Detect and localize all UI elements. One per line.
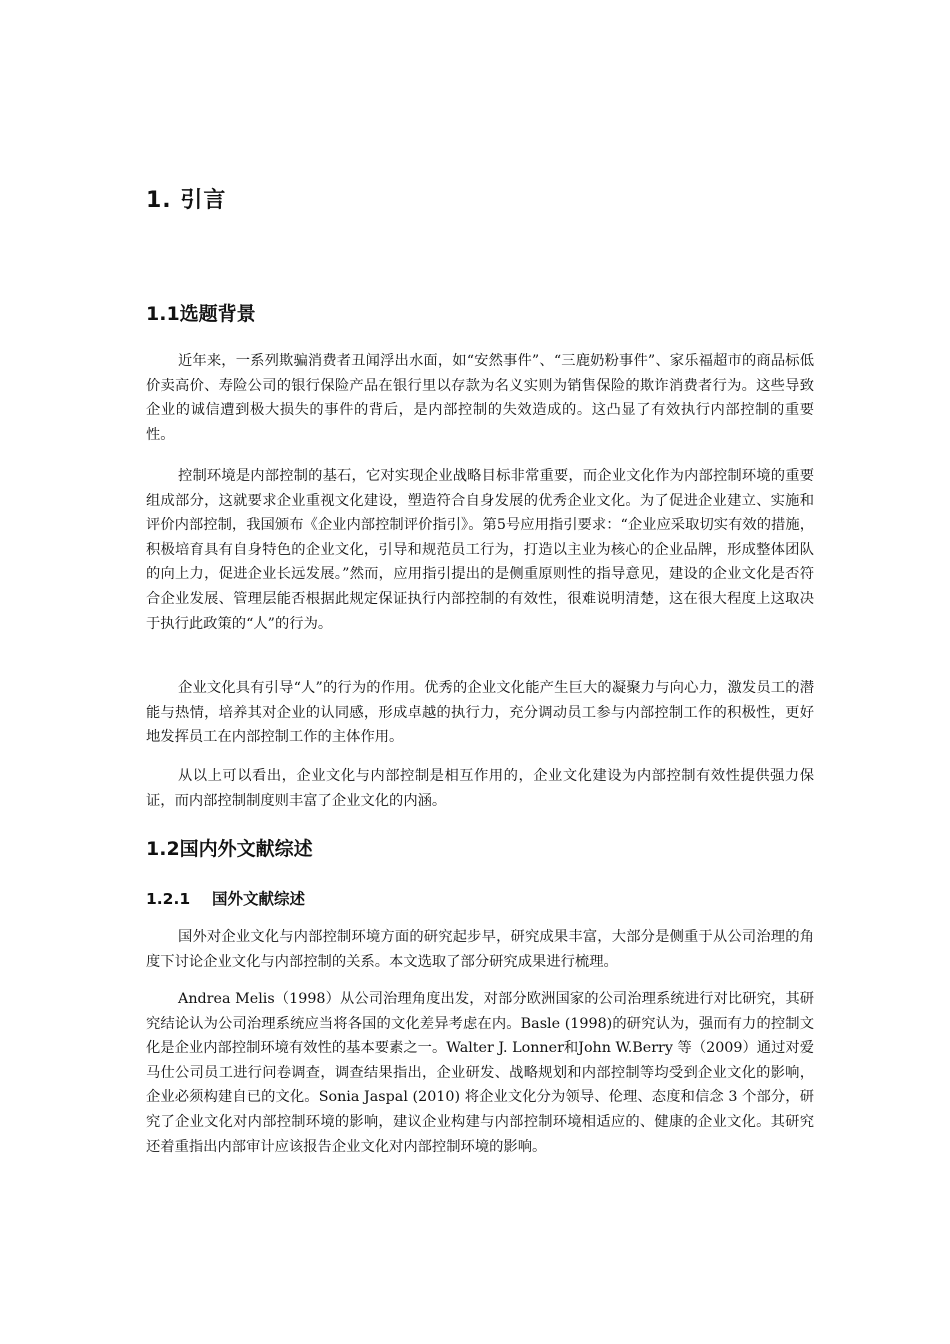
section-1-1-paragraph-1: 近年来，一系列欺骗消费者丑闻浮出水面，如“安然事件”、“三鹿奶粉事件”、家乐福超市的商品标低价卖高价、寿险公司的银行保险产品在银行里以存款为名义实则为销售保险的欺诈消费者行为。这些导致企业的诚信遭到极大损失的事件的背后，是内部控制的失效造成的。这凸显了有效执行内部控制的重要性。 <box>146 353 814 443</box>
chapter-title: 1. 引言 <box>146 188 227 213</box>
section-1-1-paragraph-4: 从以上可以看出，企业文化与内部控制是相互作用的，企业文化建设为内部控制有效性提供强力保证，而内部控制制度则丰富了企业文化的内涵。 <box>146 768 814 809</box>
subsection-1-2-1-paragraph-1: 国外对企业文化与内部控制环境方面的研究起步早，研究成果丰富，大部分是侧重于从公司治理的角度下讨论企业文化与内部控制的关系。本文选取了部分研究成果进行梳理。 <box>146 929 814 970</box>
section-1-1-title: 1.1选题背景 <box>146 303 256 325</box>
section-1-1-paragraph-3: 企业文化具有引导“人”的行为的作用。优秀的企业文化能产生巨大的凝聚力与向心力，激发员工的潜能与热情，培养其对企业的认同感，形成卓越的执行力，充分调动员工参与内部控制工作的积极性，更好地发挥员工在内部控制工作的主体作用。 <box>146 680 814 746</box>
section-1-2-title: 1.2国内外文献综述 <box>146 838 313 860</box>
subsection-number: 1.2.1 <box>146 890 191 908</box>
section-1-1-paragraph-2: 控制环境是内部控制的基石，它对实现企业战略目标非常重要，而企业文化作为内部控制环境的重要组成部分，这就要求企业重视文化建设，塑造符合自身发展的优秀企业文化。为了促进企业建立、实施和评价内部控制，我国颁布《企业内部控制评价指引》。第5号应用指引要求：“企业应采取切实有效的措施，积极培育具有自身特色的企业文化，引导和规范员工行为，打造以主业为核心的企业品牌，形成整体团队的向上力，促进企业长远发展。”然而，应用指引提出的是侧重原则性的指导意见，建设的企业文化是否符合企业发展、管理层能否根据此规定保证执行内部控制的有效性，很难说明清楚，这在很大程度上这取决于执行此政策的“人”的行为。 <box>146 468 814 632</box>
subsection-1-2-1-heading <box>146 888 305 910</box>
subsection-title: 国外文献综述 <box>212 890 306 908</box>
subsection-1-2-1-paragraph-2: Andrea Melis（1998）从公司治理角度出发，对部分欧洲国家的公司治理系统进行对比研究，其研究结论认为公司治理系统应当将各国的文化差异考虑在内。Basle (1998)的研究认为，强而有力的控制文化是企业内部控制环境有效性的基本要素之一。Walter J. Lonner和John W.Berry 等（2009）通过对爱马仕公司员工进行问卷调查，调查结果指出，企业研发、战略规划和内部控制等均受到企业文化的影响， 企业必须构建自已的文化。Sonia Jaspal (2010) 将企业文化分为领导、伦理、态度和信念 3 个部分，研究了企业文化对内部控制环境的影响，建议企业构建与内部控制环境相适应的、健康的企业文化。其研究还着重指出内部审计应该报告企业文化对内部控制环境的影响。 <box>146 991 814 1155</box>
